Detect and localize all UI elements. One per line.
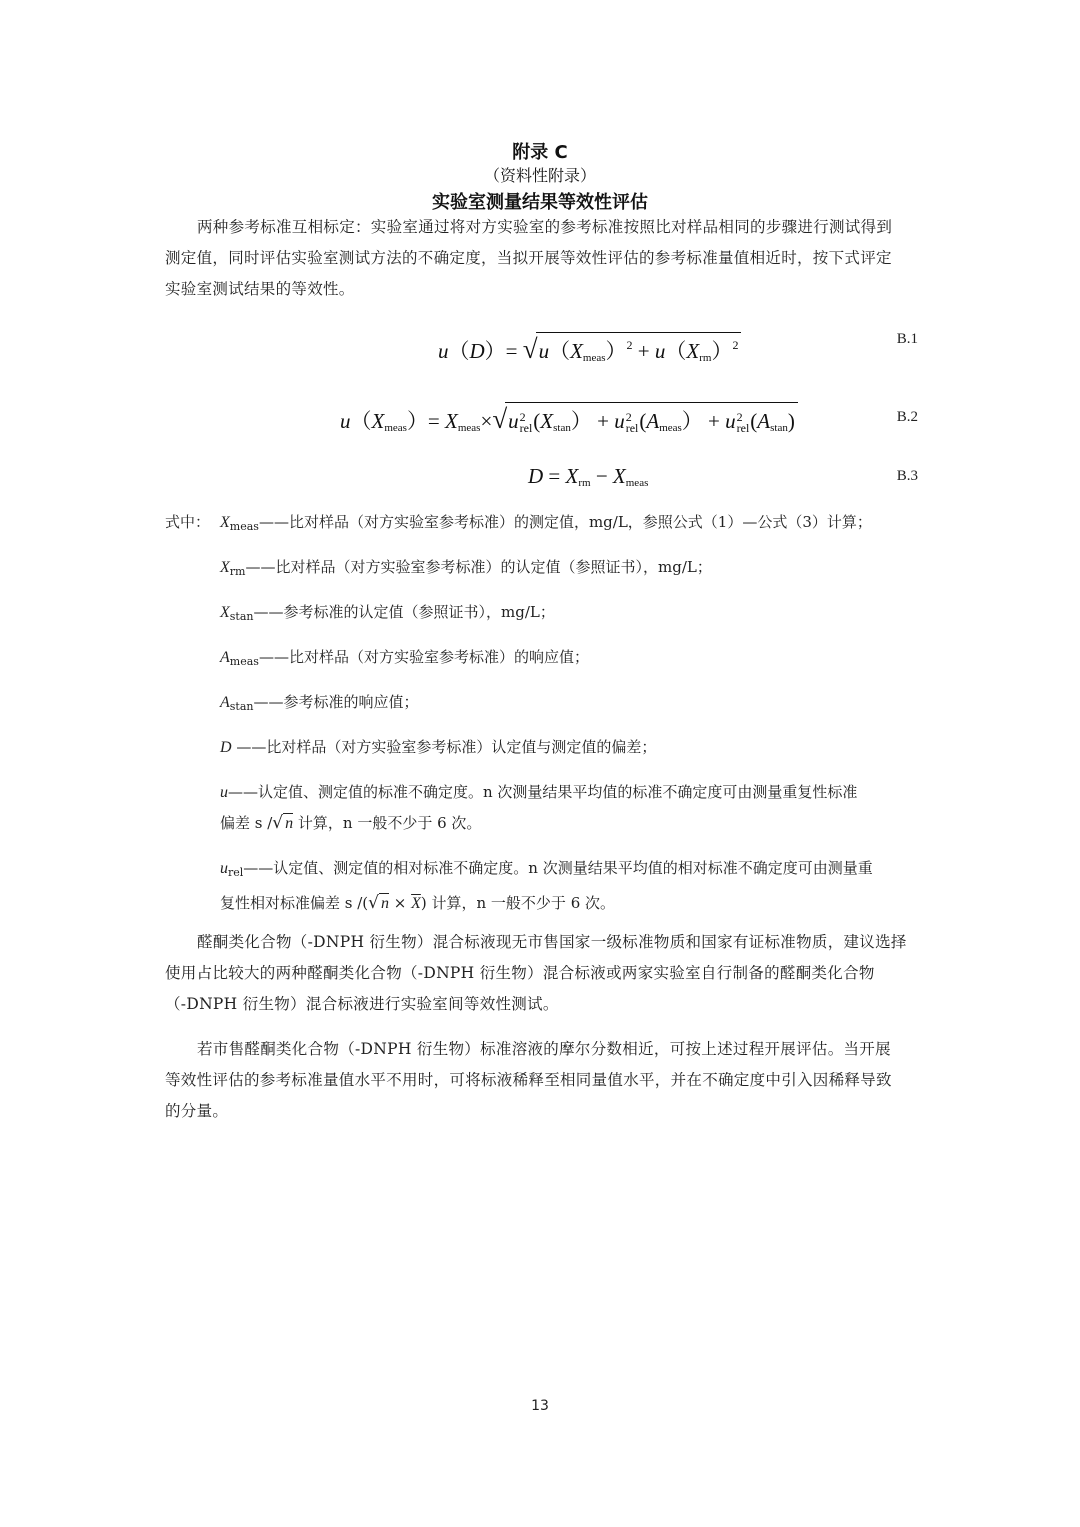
- def-x-meas-text: ——比对样品（对方实验室参考标准）的测定值，mg/L，参照公式（1）—公式（3）计算；: [258, 513, 872, 531]
- para3-line: 的分量。: [165, 1102, 229, 1120]
- def-x-rm: $X_{rm}——$比对样品（对方实验室参考标准）的认定值（参照证书），mg/L；: [220, 558, 712, 578]
- def-u: u——认定值、测定值的标准不确定度。n 次测量结果平均值的标准不确定度可由测量重复性标准 偏差 s /√ n 计算，n 一般不少于 6 次。: [220, 783, 858, 833]
- def-u-rel: $u_{rel}——$认定值、测定值的相对标准不确定度。n 次测量结果平均值的相对标准不确定度可由测量重 复性相对标准偏差 s /(√ $n \times \overline{X}$) 计算，n 一般不少于 6 次。: [220, 859, 873, 913]
- intro-line: 两种参考标准互相标定：实验室通过将对方实验室的参考标准按照比对样品相同的步骤进行测试得到: [197, 218, 893, 236]
- intro-line: 实验室测试结果的等效性。: [165, 280, 355, 298]
- def-u-rel-text-1: ——认定值、测定值的相对标准不确定度。n 次测量结果平均值的相对标准不确定度可由测量重: [243, 859, 873, 877]
- intro-paragraph: [165, 212, 917, 305]
- appendix-heading: 实验室测量结果等效性评估: [432, 192, 648, 213]
- paragraph-2: [165, 927, 917, 1020]
- formula-b1-label: B.1: [896, 331, 918, 347]
- def-a-stan-text: ——参考标准的响应值；: [253, 693, 419, 711]
- def-x-stan-text: ——参考标准的认定值（参照证书），mg/L；: [253, 603, 555, 621]
- page-number: 13: [531, 1398, 549, 1414]
- intro-line: 测定值，同时评估实验室测试方法的不确定度，当拟开展等效性评估的参考标准量值相近时，按下式评定: [165, 249, 892, 267]
- para3-line: 若市售醛酮类化合物（-DNPH 衍生物）标准溶液的摩尔分数相近，可按上述过程开展评估。当开展: [197, 1040, 891, 1058]
- def-x-rm-text: ——比对样品（对方实验室参考标准）的认定值（参照证书），mg/L；: [245, 558, 712, 576]
- formula-b2: $u(X_{meas})= X_{meas}\times√u$ 2 rel $(X_{stan}) + u$ 2 rel $(A_{meas}) + u$ 2 rel $(A_{stan})$: [340, 402, 798, 435]
- appendix-subtitle: （资料性附录）: [483, 166, 596, 185]
- def-u-text-2a: 偏差 s /: [220, 814, 273, 832]
- formula-b2-label: B.2: [896, 409, 918, 425]
- para3-line: 等效性评估的参考标准量值水平不用时，可将标液稀释至相同量值水平，并在不确定度中引入因稀释导致: [165, 1071, 892, 1089]
- para2-line: 醛酮类化合物（-DNPH 衍生物）混合标液现无市售国家一级标准物质和国家有证标准物质，建议选择: [197, 933, 907, 951]
- def-d-text: ——比对样品（对方实验室参考标准）认定值与测定值的偏差；: [231, 738, 657, 756]
- def-u-rel-text-2b: ) 计算，n 一般不少于 6 次。: [420, 894, 616, 912]
- def-u-text-1: ——认定值、测定值的标准不确定度。n 次测量结果平均值的标准不确定度可由测量重复性标准: [228, 783, 858, 801]
- formula-b3: $D = X_{rm} - X_{meas}$: [528, 464, 649, 489]
- def-prefix: 式中：: [165, 513, 211, 531]
- appendix-title: 附录 C: [512, 142, 568, 163]
- para2-line: （-DNPH 衍生物）混合标液进行实验室间等效性测试。: [165, 995, 559, 1013]
- def-u-text-2b: 计算，n 一般不少于 6 次。: [293, 814, 482, 832]
- def-x-meas: 式中： $X_{meas}——$比对样品（对方实验室参考标准）的测定值，mg/L，参照公式（1）—公式（3）计算；: [165, 513, 872, 533]
- def-u-rel-text-2a: 复性相对标准偏差 s /(: [220, 894, 369, 912]
- para2-line: 使用占比较大的两种醛酮类化合物（-DNPH 衍生物）混合标液或两家实验室自行制备的醛酮类化合物: [165, 964, 875, 982]
- formula-b1: $u(D)= √u(X_{meas})^2 + u(X_{rm})^2$: [438, 332, 741, 365]
- def-a-meas-text: ——比对样品（对方实验室参考标准）的响应值；: [258, 648, 589, 666]
- def-d: D ——比对样品（对方实验室参考标准）认定值与测定值的偏差；: [220, 738, 657, 756]
- paragraph-3: [165, 1034, 917, 1127]
- def-a-stan: $A_{stan}——$参考标准的响应值；: [220, 693, 419, 713]
- formula-b3-label: B.3: [896, 468, 918, 484]
- def-x-stan: $X_{stan}——$参考标准的认定值（参照证书），mg/L；: [220, 603, 555, 623]
- def-a-meas: $A_{meas}——$比对样品（对方实验室参考标准）的响应值；: [220, 648, 589, 668]
